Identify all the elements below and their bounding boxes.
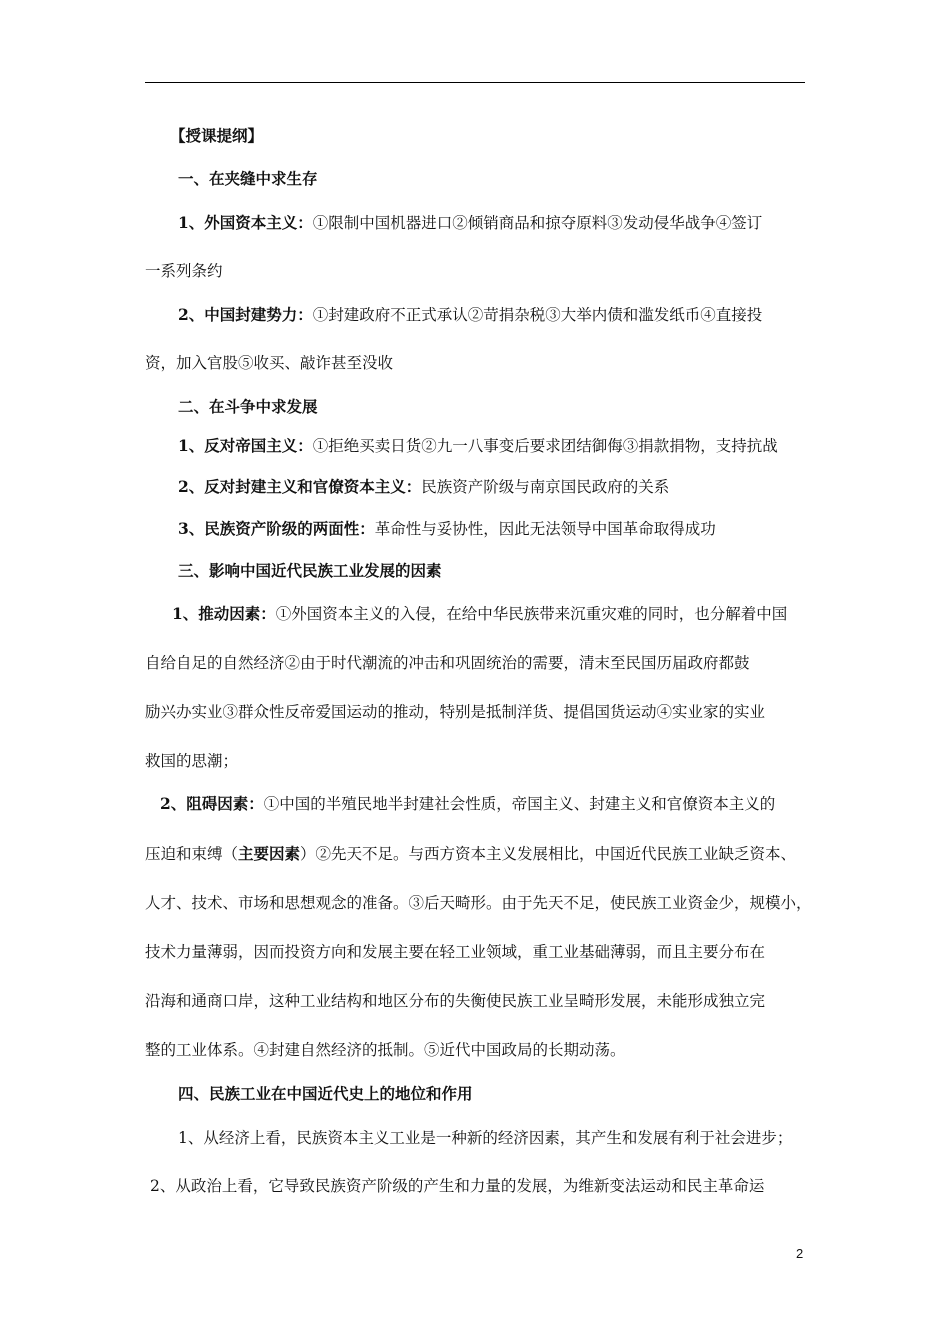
header-rule xyxy=(145,82,805,83)
s2-p2 xyxy=(178,474,669,500)
s3-p1-line2: 自给自足的自然经济②由于时代潮流的冲击和巩固统治的需要，清末至民国历届政府都鼓 xyxy=(145,654,750,672)
s3-p1-text: ①外国资本主义的入侵，在给中华民族带来沉重灾难的同时，也分解着中国 xyxy=(275,605,788,623)
section-4-heading: 四、民族工业在中国近代史上的地位和作用 xyxy=(178,1084,473,1103)
s2-p2-text: 民族资产阶级与南京国民政府的关系 xyxy=(421,478,670,496)
s1-p1-line1 xyxy=(178,210,762,236)
s3-p1-line1 xyxy=(172,601,787,627)
s2-p1 xyxy=(178,433,778,459)
s3-p2-line5: 沿海和通商口岸，这种工业结构和地区分布的失衡使民族工业呈畸形发展，未能形成独立完 xyxy=(145,992,766,1010)
s2-p3-text: 革命性与妥协性，因此无法领导中国革命取得成功 xyxy=(374,520,716,538)
s2-p2-label: 2、反对封建主义和官僚资本主义： xyxy=(178,477,422,496)
s3-p2-line6: 整的工业体系。④封建自然经济的抵制。⑤近代中国政局的长期动荡。 xyxy=(145,1041,626,1059)
s3-p2-label: 2、阻碍因素： xyxy=(160,794,264,813)
s3-p1-line3: 励兴办实业③群众性反帝爱国运动的推动，特别是抵制洋货、提倡国货运动④实业家的实业 xyxy=(145,703,766,721)
section-2-heading: 二、在斗争中求发展 xyxy=(178,397,318,416)
s1-p1-label: 1、外国资本主义： xyxy=(178,213,313,232)
s3-p2-line1 xyxy=(160,791,775,817)
s3-p2-line4: 技术力量薄弱，因而投资方向和发展主要在轻工业领域，重工业基础薄弱，而且主要分布在 xyxy=(145,943,766,961)
section-3-heading: 三、影响中国近代民族工业发展的因素 xyxy=(178,561,442,580)
s1-p2-label: 2、中国封建势力： xyxy=(178,305,313,324)
s3-p2-line2-c: ）②先天不足。与西方资本主义发展相比，中国近代民族工业缺乏资本、 xyxy=(300,845,797,863)
s2-p3-label: 3、民族资产阶级的两面性： xyxy=(178,519,375,538)
s3-p1-line4: 救国的思潮； xyxy=(145,752,239,770)
outline-title: 【授课提纲】 xyxy=(170,126,264,145)
s2-p3 xyxy=(178,516,716,542)
s1-p2-text: ①封建政府不正式承认②苛捐杂税③大举内债和滥发纸币④直接投 xyxy=(312,306,763,324)
s4-p2: 2、从政治上看，它导致民族资产阶级的产生和力量的发展，为维新变法运动和民主革命运 xyxy=(150,1177,765,1195)
s1-p1-line2: 一系列条约 xyxy=(145,262,223,280)
s1-p1-text: ①限制中国机器进口②倾销商品和掠夺原料③发动侵华战争④签订 xyxy=(312,214,763,232)
s3-p2-line3: 人才、技术、市场和思想观念的准备。③后天畸形。由于先天不足，使民族工业资金少，规模小， xyxy=(145,894,812,912)
s2-p1-text: ①拒绝买卖日货②九一八事变后要求团结御侮③捐款捐物，支持抗战 xyxy=(312,437,778,455)
s3-p2-line2 xyxy=(145,841,796,867)
s4-p1: 1、从经济上看，民族资本主义工业是一种新的经济因素，其产生和发展有利于社会进步； xyxy=(178,1129,793,1147)
s2-p1-label: 1、反对帝国主义： xyxy=(178,436,313,455)
s3-p2-main-factor: 主要因素 xyxy=(238,844,301,863)
s3-p2-text: ①中国的半殖民地半封建社会性质，帝国主义、封建主义和官僚资本主义的 xyxy=(263,795,776,813)
s1-p2-line1 xyxy=(178,302,762,328)
section-1-heading: 一、在夹缝中求生存 xyxy=(178,169,318,188)
s3-p2-line2-a: 压迫和束缚（ xyxy=(145,845,239,863)
page-number: 2 xyxy=(796,1246,804,1261)
s3-p1-label: 1、推动因素： xyxy=(172,604,276,623)
s1-p2-line2: 资，加入官股⑤收买、敲诈甚至没收 xyxy=(145,354,394,372)
